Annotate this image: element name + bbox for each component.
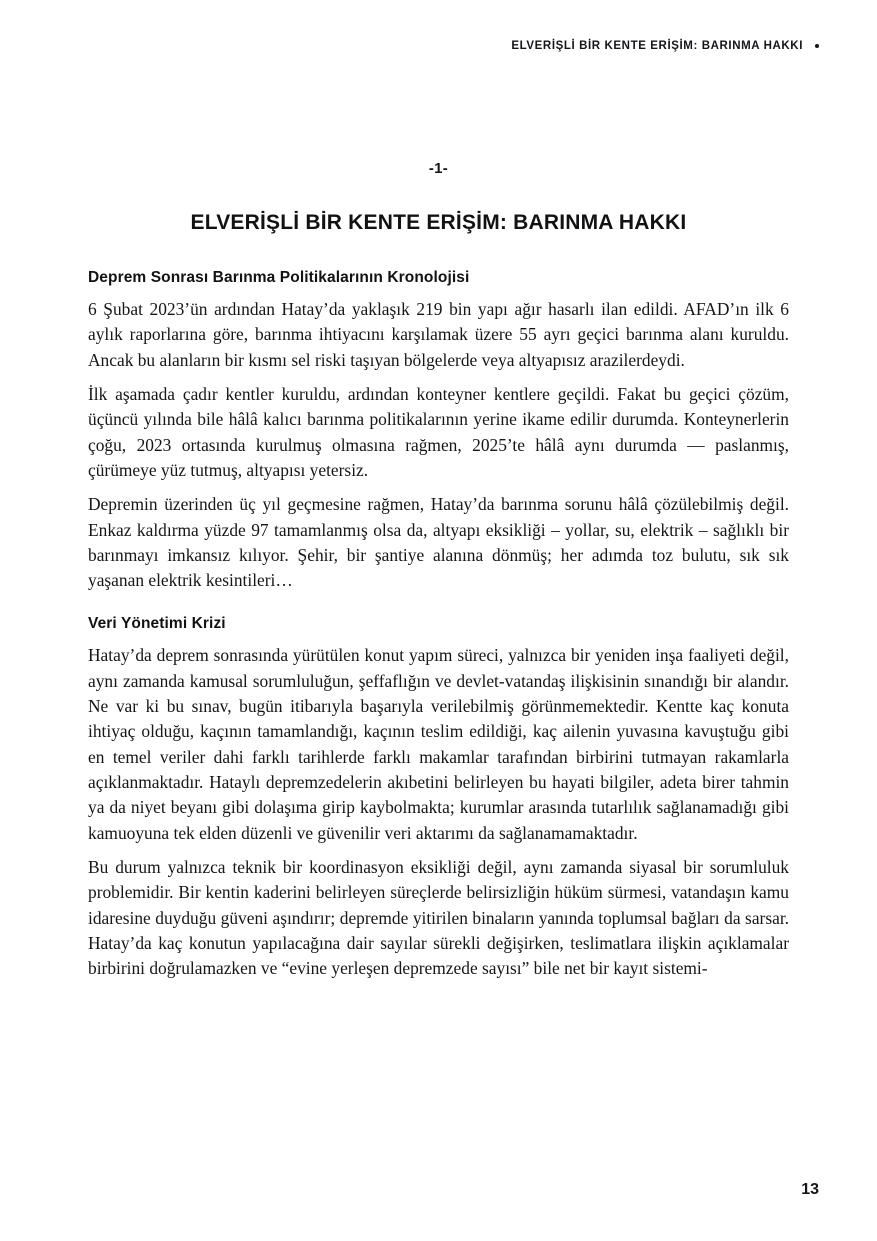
running-head-bullet-icon bbox=[815, 44, 819, 48]
paragraph: Bu durum yalnızca teknik bir koordinasyon eksikliği değil, aynı zamanda siyasal bir sorumluluk problemidir. Bir kentin kaderini belirleyen süreçlerde belirsizliğin hüküm sürmesi, vatandaşın kamu idaresine duyduğu güveni aşındırır; depremde yitirilen binaların yanında toplumsal bağları da sarsar. Hatay’da kaç konutun yapılacağına dair sayılar sürekli değişirken, teslimatlara ilişkin açıklamalar birbirini doğrulamazken ve “evine yerleşen depremzede sayısı” bile net bir kayıt sistemi- bbox=[88, 856, 789, 979]
paragraph: Hatay’da deprem sonrasında yürütülen konut yapım süreci, yalnızca bir yeniden inşa faaliyeti değil, aynı zamanda kamusal sorumluluğun, şeffaflığın ve devlet-vatandaş ilişkisinin sınandığı bir alandır. Ne var ki bu sınav, bugün itibarıyla başarıyla verilebilmiş görünmemektedir. Kentte kaç konuta ihtiyaç olduğu, kaçının tamamlandığı, kaçının teslim edildiği, kaç ailenin yuvasına kavuştuğu gibi en temel veriler dahi farklı tarihlerde farklı makamlar tarafından birbirini tutmayan rakamlarla açıklanmaktadır. Hataylı depremzedelerin akıbetini belirleyen bu hayati bilgiler, adeta birer tahmin ya da niyet beyanı gibi dolaşıma girip kaybolmakta; kurumlar arasında tutarlılık sağlanamadığı gibi kamuoyuna tek elden düzenli ve güvenilir veri aktarımı da sağlanamamaktadır. bbox=[88, 645, 789, 843]
section-heading-data-management: Veri Yönetimi Krizi bbox=[88, 615, 226, 633]
page-content bbox=[88, 160, 789, 991]
paragraph: İlk aşamada çadır kentler kuruldu, ardından konteyner kentlere geçildi. Fakat bu geçici çözüm, üçüncü yılında bile hâlâ kalıcı barınma politikalarının yerine ikame edilir durumda. Konteynerlerin çoğu, 2023 ortasında kurulmuş olmasına rağmen, 2025’te hâlâ aynı durumda — paslanmış, çürümeye yüz tutmuş, altyapısı yetersiz. bbox=[88, 383, 789, 480]
page-title: ELVERİŞLİ BİR KENTE ERİŞİM: BARINMA HAKKI bbox=[190, 211, 687, 234]
running-head bbox=[511, 40, 819, 52]
page-number: 13 bbox=[801, 1181, 819, 1198]
chapter-number: -1- bbox=[428, 160, 449, 177]
section-heading-chronology: Deprem Sonrası Barınma Politikalarının Kronolojisi bbox=[88, 269, 470, 286]
running-head-text: ELVERİŞLİ BİR KENTE ERİŞİM: BARINMA HAKKI bbox=[511, 40, 803, 52]
paragraph: 6 Şubat 2023’ün ardından Hatay’da yaklaşık 219 bin yapı ağır hasarlı ilan edildi. AFAD’ın ilk 6 aylık raporlarına göre, barınma ihtiyacını karşılamak üzere 55 ayrı geçici barınma alanı kuruldu. Ancak bu alanların bir kısmı sel riski taşıyan bölgelerde veya altyapısız arazilerdeydi. bbox=[88, 299, 789, 370]
paragraph: Depremin üzerinden üç yıl geçmesine rağmen, Hatay’da barınma sorunu hâlâ çözülebilmiş değil. Enkaz kaldırma yüzde 97 tamamlanmış olsa da, altyapı eksikliği – yollar, su, elektrik – sağlıklı bir barınmayı imkansız kılıyor. Şehir, bir şantiye alanına dönmüş; her adımda toz bulutu, sık sık yaşanan elektrik kesintileri… bbox=[88, 494, 789, 591]
